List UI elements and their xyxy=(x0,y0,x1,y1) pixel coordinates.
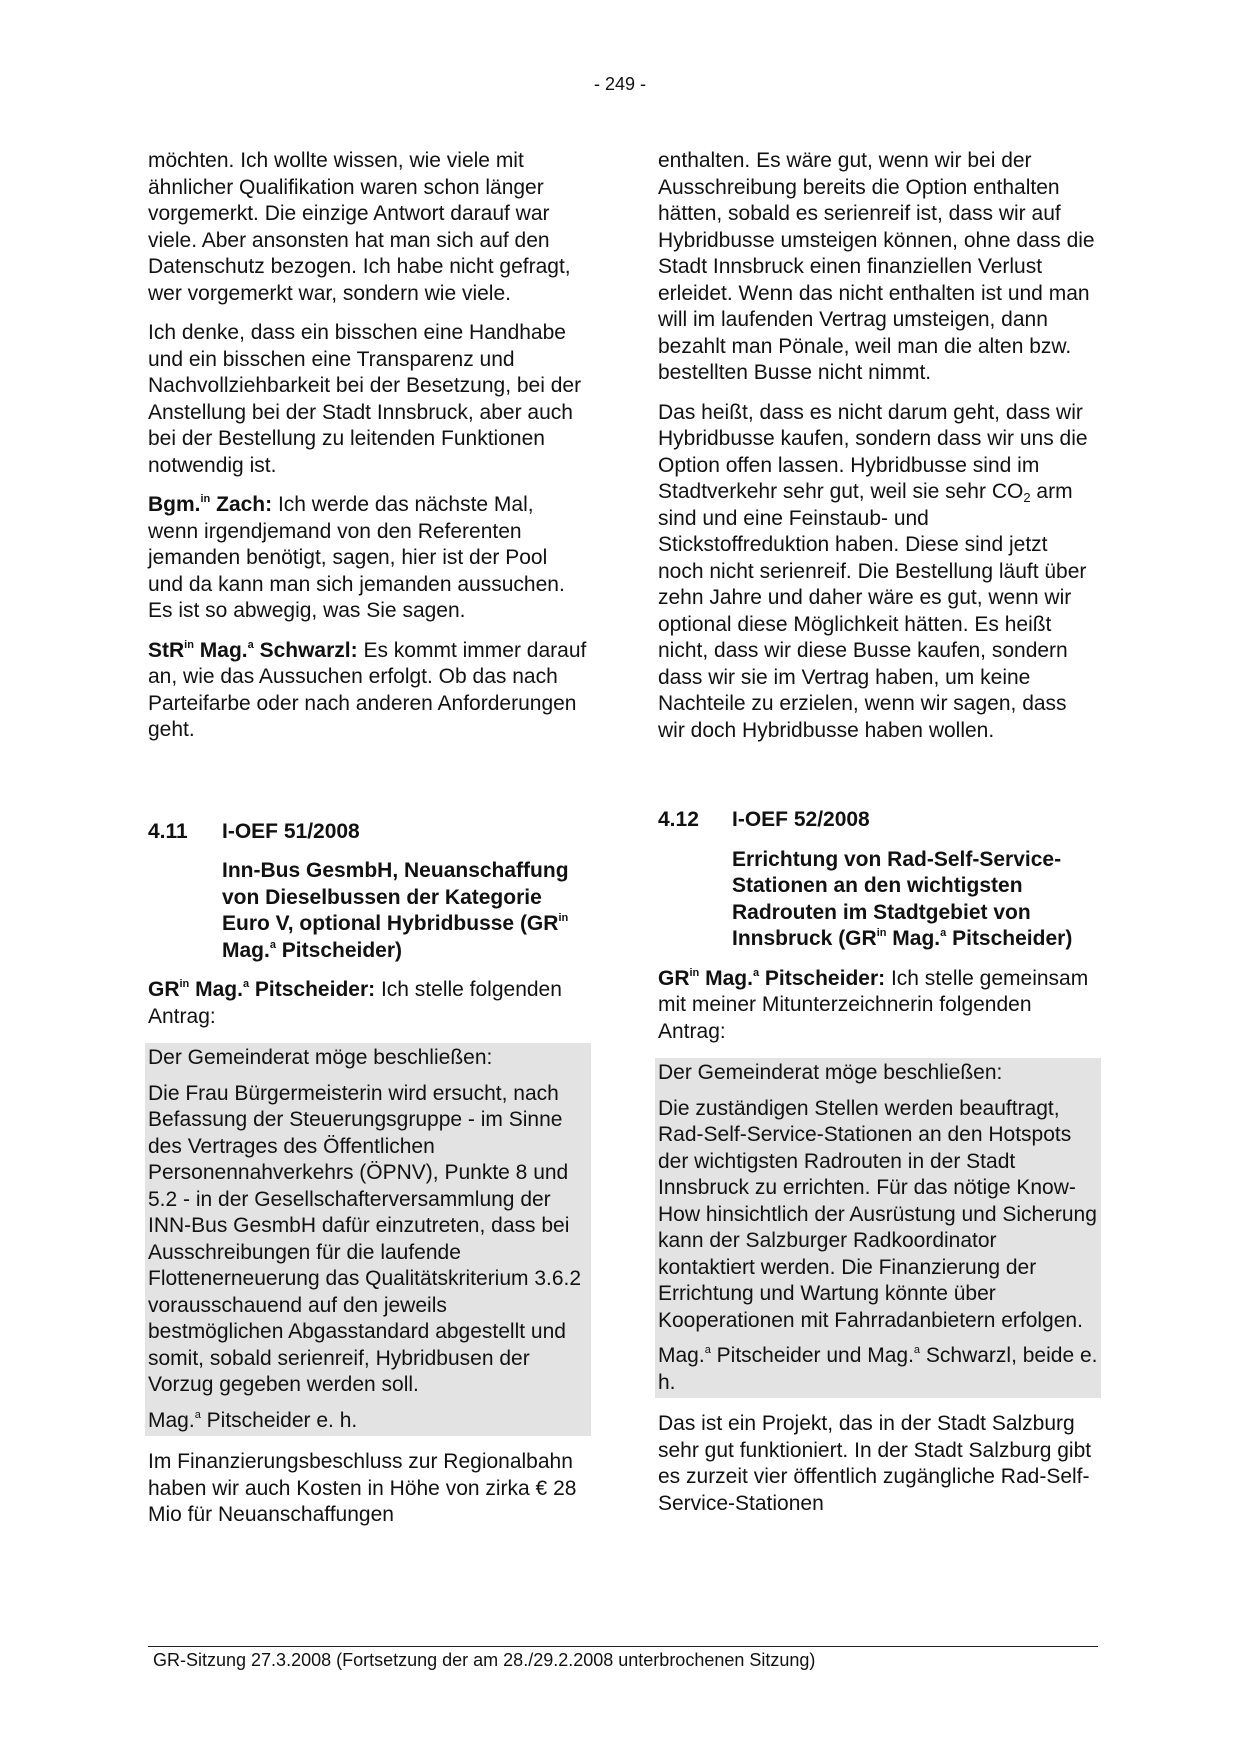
paragraph: Ich denke, dass ein bisschen eine Handhabe und ein bisschen eine Transparenz und Nachvollziehbarkeit bei der Besetzung, bei der Anstellung bei der Stadt Innsbruck, aber auch bei der Bestellung zu leitenden Funktionen notwendig ist. xyxy=(148,321,582,477)
motion-body: Die zuständigen Stellen werden beauftragt, Rad-Self-Service-Stationen an den Hotspots der wichtigsten Radrouten in der Stadt Innsbruck zu errichten. Für das nötige Know-How hinsichtlich der Ausrüstung und Sicherung kann der Salzburger Radkoordinator kontaktiert werden. Die Finanzierung der Errichtung und Wartung könnte über Kooperationen mit Fahrradanbietern erfolgen. xyxy=(658,1096,1097,1332)
speaker-name: $GR^{in}$ Mag.$^a$ Pitscheider: xyxy=(148,978,376,1001)
speaker-name: Bgm.$^{in}$ Zach: xyxy=(148,493,273,516)
left-column xyxy=(148,148,588,1542)
speaker-name: $GR^{in}$ Mag.$^a$ Pitscheider: xyxy=(658,966,886,990)
section-code: I-OEF 52/2008 xyxy=(732,808,870,831)
speech-zach: Bgm.$^{in}$ Zach: Ich werde das nächste Mal, wenn irgendjemand von den Referenten jemanden benötigt, sagen, hier ist der Pool und da kann man sich jemanden aussuchen. Es ist so abwegig, was Sie sagen. xyxy=(148,493,565,622)
footer-divider xyxy=(148,1646,1098,1647)
motion-signature: Mag.$^a$ Pitscheider e. h. xyxy=(148,1408,358,1432)
motion-intro: Der Gemeinderat möge beschließen: xyxy=(148,1046,493,1069)
motion-body: Die Frau Bürgermeisterin wird ersucht, nach Befassung der Steuerungsgruppe - im Sinne des Vertrages des Öffentlichen Personennahverkehrs (ÖPNV), Punkte 8 und 5.2 - in der Gesellschafterversammlung der INN-Bus GesmbH dafür einzutreten, dass bei Ausschreibungen für die laufende Flottenerneuerung das Qualitätskriterium 3.6.2 vorausschauend auf den jeweils bestmöglichen Abgasstandard abgestellt und somit, sobald serienreif, Hybridbusen der Vorzug gegeben werden soll. xyxy=(148,1081,582,1396)
paragraph: Das ist ein Projekt, das in der Stadt Salzburg sehr gut funktioniert. In der Stadt Salzburg gibt es zurzeit vier öffentlich zugängliche Rad-Self-Service-Stationen xyxy=(658,1412,1092,1515)
paragraph: Im Finanzierungsbeschluss zur Regionalbahn haben wir auch Kosten in Höhe von zirka € 28 Mio für Neuanschaffungen xyxy=(148,1450,577,1526)
motion-box xyxy=(145,1043,591,1436)
section-title: Inn-Bus GesmbH, Neuanschaffung von Dieselbussen der Kategorie Euro V, optional Hybridbusse ($GR^{in}$ Mag.$^a$ Pitscheider) xyxy=(222,859,569,962)
motion-box xyxy=(655,1058,1101,1398)
section-heading-4-12 xyxy=(658,807,1098,953)
section-title: Errichtung von Rad-Self-Service-Stationen an den wichtigsten Radrouten im Stadtgebiet von Innsbruck ($GR^{in}$ Mag.$^a$ Pitscheider) xyxy=(732,847,1073,950)
paragraph: möchten. Ich wollte wissen, wie viele mit ähnlicher Qualifikation waren schon länger vorgemerkt. Die einzige Antwort darauf war viele. Aber ansonsten hat man sich auf den Datenschutz bezogen. Ich habe nicht gefragt, wer vorgemerkt war, sondern wie viele. xyxy=(148,149,571,305)
right-column xyxy=(658,148,1098,1530)
section-code: I-OEF 51/2008 xyxy=(222,819,360,843)
speaker-name: StR$^{in}$ Mag.$^a$ Schwarzl: xyxy=(148,638,358,662)
motion-intro: Der Gemeinderat möge beschließen: xyxy=(658,1061,1003,1084)
paragraph: enthalten. Es wäre gut, wenn wir bei der Ausschreibung bereits die Option enthalten hätten, sobald es serienreif ist, dass wir auf Hybridbusse umsteigen können, ohne dass die Stadt Innsbruck einen finanziellen Verlust erleidet. Wenn das nicht enthalten ist und man will im laufenden Vertrag umsteigen, dann bezahlt man Pönale, weil man die alten bzw. bestellten Busse nicht nimmt. xyxy=(658,149,1095,384)
section-heading-4-11 xyxy=(148,819,588,965)
paragraph: Das heißt, dass es nicht darum geht, dass wir Hybridbusse kaufen, sondern dass wir uns die Option offen lassen. Hybridbusse sind im Stadtverkehr sehr gut, weil sie sehr $CO_2$ arm sind und eine Feinstaub- und Stickstoffreduktion haben. Diese sind jetzt noch nicht serienreif. Die Bestellung läuft über zehn Jahre und daher wäre es gut, wenn wir optional diese Möglichkeit hätten. Es heißt nicht, dass wir diese Busse kaufen, sondern dass wir sie im Vertrag haben, um keine Nachteile zu erzielen, wenn wir sagen, dass wir doch Hybridbusse haben wollen. xyxy=(658,400,1088,742)
speech-schwarzl: StR$^{in}$ Mag.$^a$ Schwarzl: Es kommt immer darauf an, wie das Aussuchen erfolgt. Ob das nach Parteifarbe oder nach anderen Anforderungen geht. xyxy=(148,638,587,741)
section-number: 4.11 xyxy=(148,819,188,843)
motion-signature: Mag.$^a$ Pitscheider und Mag.$^a$ Schwarzl, beide e. h. xyxy=(658,1344,1098,1394)
speech-pitscheider: $GR^{in}$ Mag.$^a$ Pitscheider: Ich stelle folgenden Antrag: xyxy=(148,978,562,1028)
speech-pitscheider: $GR^{in}$ Mag.$^a$ Pitscheider: Ich stelle gemeinsam mit meiner Mitunterzeichnerin folgenden Antrag: xyxy=(658,966,1089,1043)
footer-text: GR-Sitzung 27.3.2008 (Fortsetzung der am 28./29.2.2008 unterbrochenen Sitzung) xyxy=(153,1650,816,1670)
section-number: 4.12 xyxy=(658,808,699,831)
page-number: - 249 - xyxy=(593,74,647,94)
